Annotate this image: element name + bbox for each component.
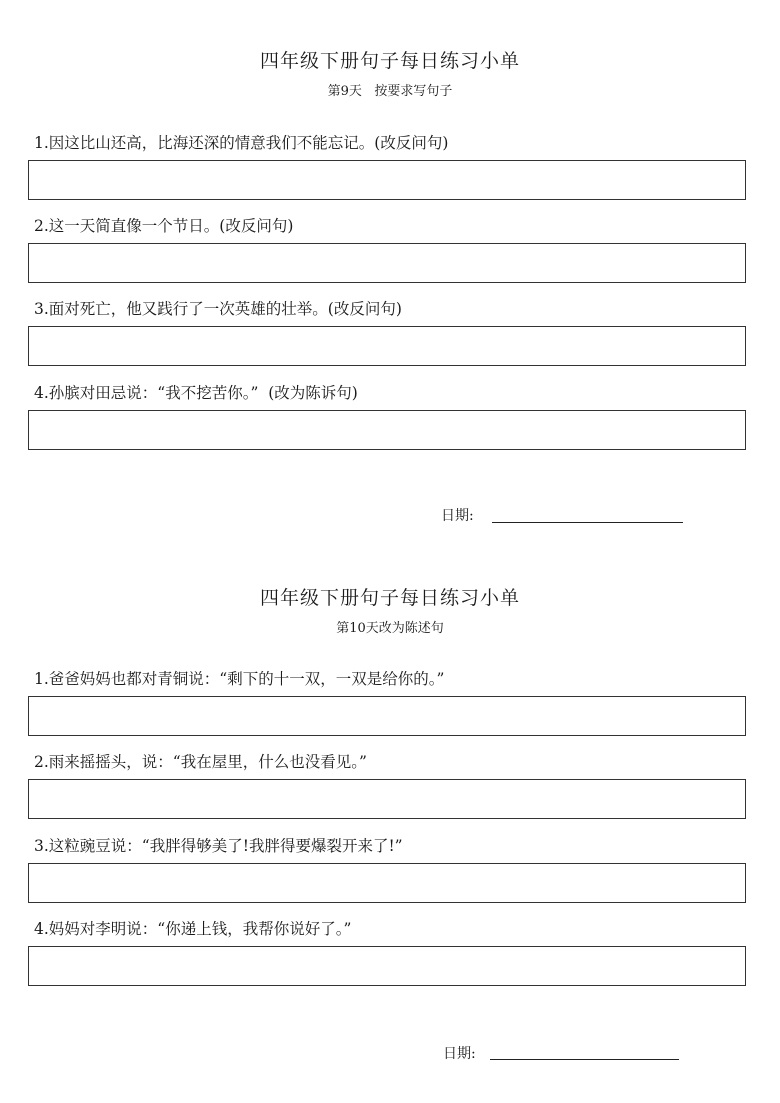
date-label: 日期: bbox=[441, 508, 474, 524]
question-1: 1.爸爸妈妈也都对青铜说：“剩下的十一双，一双是给你的。” bbox=[34, 670, 445, 688]
answer-box-2[interactable] bbox=[28, 779, 746, 819]
question-2: 2.这一天简直像一个节日。(改反问句) bbox=[34, 217, 294, 235]
date-label: 日期: bbox=[443, 1046, 476, 1062]
question-3: 3.面对死亡，他又践行了一次英雄的壮举。(改反问句) bbox=[34, 300, 402, 318]
answer-box-4[interactable] bbox=[28, 946, 746, 986]
worksheet-subtitle: 第10天改为陈述句 bbox=[336, 621, 444, 636]
question-4: 4.孙膑对田忌说：“我不挖苦你。” (改为陈诉句) bbox=[34, 384, 358, 402]
answer-box-1[interactable] bbox=[28, 160, 746, 200]
question-2: 2.雨来摇摇头，说：“我在屋里，什么也没看见。” bbox=[34, 753, 367, 771]
answer-box-2[interactable] bbox=[28, 243, 746, 283]
date-line[interactable] bbox=[492, 522, 683, 523]
answer-box-4[interactable] bbox=[28, 410, 746, 450]
worksheet-title: 四年级下册句子每日练习小单 bbox=[259, 50, 520, 72]
answer-box-3[interactable] bbox=[28, 326, 746, 366]
answer-box-3[interactable] bbox=[28, 863, 746, 903]
answer-box-1[interactable] bbox=[28, 696, 746, 736]
question-4: 4.妈妈对李明说：“你递上钱，我帮你说好了。” bbox=[34, 920, 352, 938]
question-1: 1.因这比山还高，比海还深的情意我们不能忘记。(改反问句) bbox=[34, 134, 449, 152]
worksheet-subtitle: 第9天 按要求写句子 bbox=[327, 84, 453, 99]
worksheet-title: 四年级下册句子每日练习小单 bbox=[259, 587, 520, 609]
date-line[interactable] bbox=[490, 1059, 679, 1060]
question-3: 3.这粒豌豆说：“我胖得够美了!我胖得要爆裂开来了!” bbox=[34, 837, 403, 855]
